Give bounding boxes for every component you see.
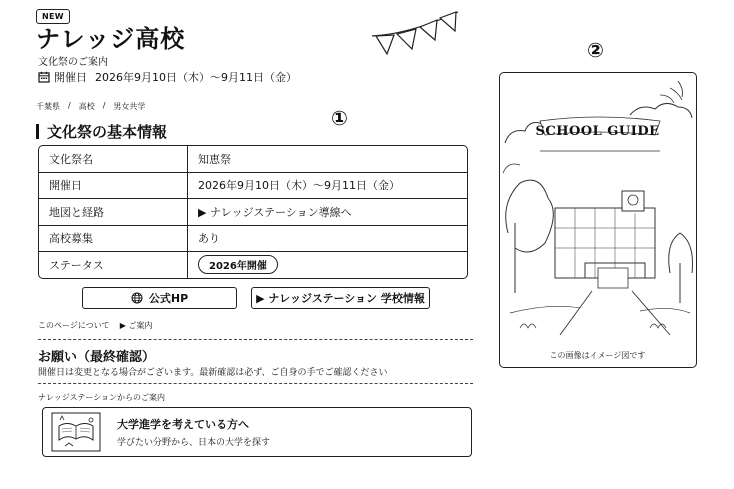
divider (38, 339, 473, 340)
route-link[interactable]: ▶ ナレッジステーション導線へ (188, 199, 467, 226)
globe-icon (131, 292, 143, 304)
breadcrumb-sep: / (68, 101, 71, 110)
table-row (39, 146, 467, 173)
official-hp-label: 公式HP (148, 292, 189, 305)
marker-one: ① (331, 106, 348, 130)
official-hp-button[interactable] (82, 287, 237, 309)
row-key: 地図と経路 (39, 199, 188, 226)
table-row (39, 252, 467, 278)
row-value: 知恵祭 (188, 146, 467, 173)
info-table (38, 145, 468, 279)
section-title-bar (36, 124, 39, 139)
row-value: あり (188, 226, 467, 253)
row-key: 開催日 (39, 173, 188, 200)
date-label: 開催日 (54, 71, 87, 84)
row-value-cell (188, 252, 467, 278)
bunting-decoration (370, 8, 465, 63)
school-illustration (500, 73, 695, 366)
school-info-label: ▶ ナレッジステーション 学校情報 (256, 292, 425, 305)
row-key: ステータス (39, 252, 188, 278)
new-badge: NEW (36, 9, 70, 24)
about-label: このページについて (38, 321, 110, 330)
notice-text: 開催日は変更となる場合がございます。最新確認は必ず、ご自身の手でご確認ください (38, 368, 388, 378)
row-key: 高校募集 (39, 226, 188, 253)
school-guide-image (499, 72, 697, 368)
date-row (38, 69, 297, 85)
university-search-card[interactable] (42, 407, 472, 457)
from-label: ナレッジステーションからのご案内 (38, 393, 166, 402)
table-row (39, 173, 467, 200)
breadcrumb-prefecture[interactable]: 千葉県 (36, 102, 60, 111)
notice-title: お願い（最終確認） (38, 350, 156, 365)
school-name: ナレッジ高校 (36, 25, 186, 53)
promo-subtitle: 学びたい分野から、日本の大学を探す (117, 438, 271, 448)
school-subtitle: 文化祭のご案内 (38, 57, 108, 68)
section-title (36, 121, 167, 142)
marker-two: ② (587, 38, 604, 62)
breadcrumb-type[interactable]: 高校 (78, 102, 95, 111)
table-row (39, 199, 467, 226)
about-link[interactable]: ▶ ご案内 (119, 321, 153, 330)
breadcrumb (36, 101, 145, 112)
status-badge: 2026年開催 (198, 255, 278, 274)
breadcrumb-sep: / (102, 101, 106, 110)
divider (38, 383, 473, 384)
about-row (38, 320, 152, 331)
table-row (39, 226, 467, 253)
breadcrumb-coed[interactable]: 男女共学 (113, 102, 146, 111)
date-value: 2026年9月10日（木）～9月11日（金） (95, 71, 297, 84)
guide-title: SCHOOL GUIDE (535, 124, 660, 139)
guide-caption: この画像はイメージ図です (549, 351, 646, 360)
promo-title: 大学進学を考えている方へ (117, 418, 249, 431)
section-title-text: 文化祭の基本情報 (47, 123, 168, 141)
row-value: 2026年9月10日（木）～9月11日（金） (188, 173, 467, 200)
school-info-button[interactable] (251, 287, 430, 309)
book-illustration-icon (51, 412, 101, 452)
row-key: 文化祭名 (39, 146, 188, 173)
calendar-icon (38, 71, 50, 83)
